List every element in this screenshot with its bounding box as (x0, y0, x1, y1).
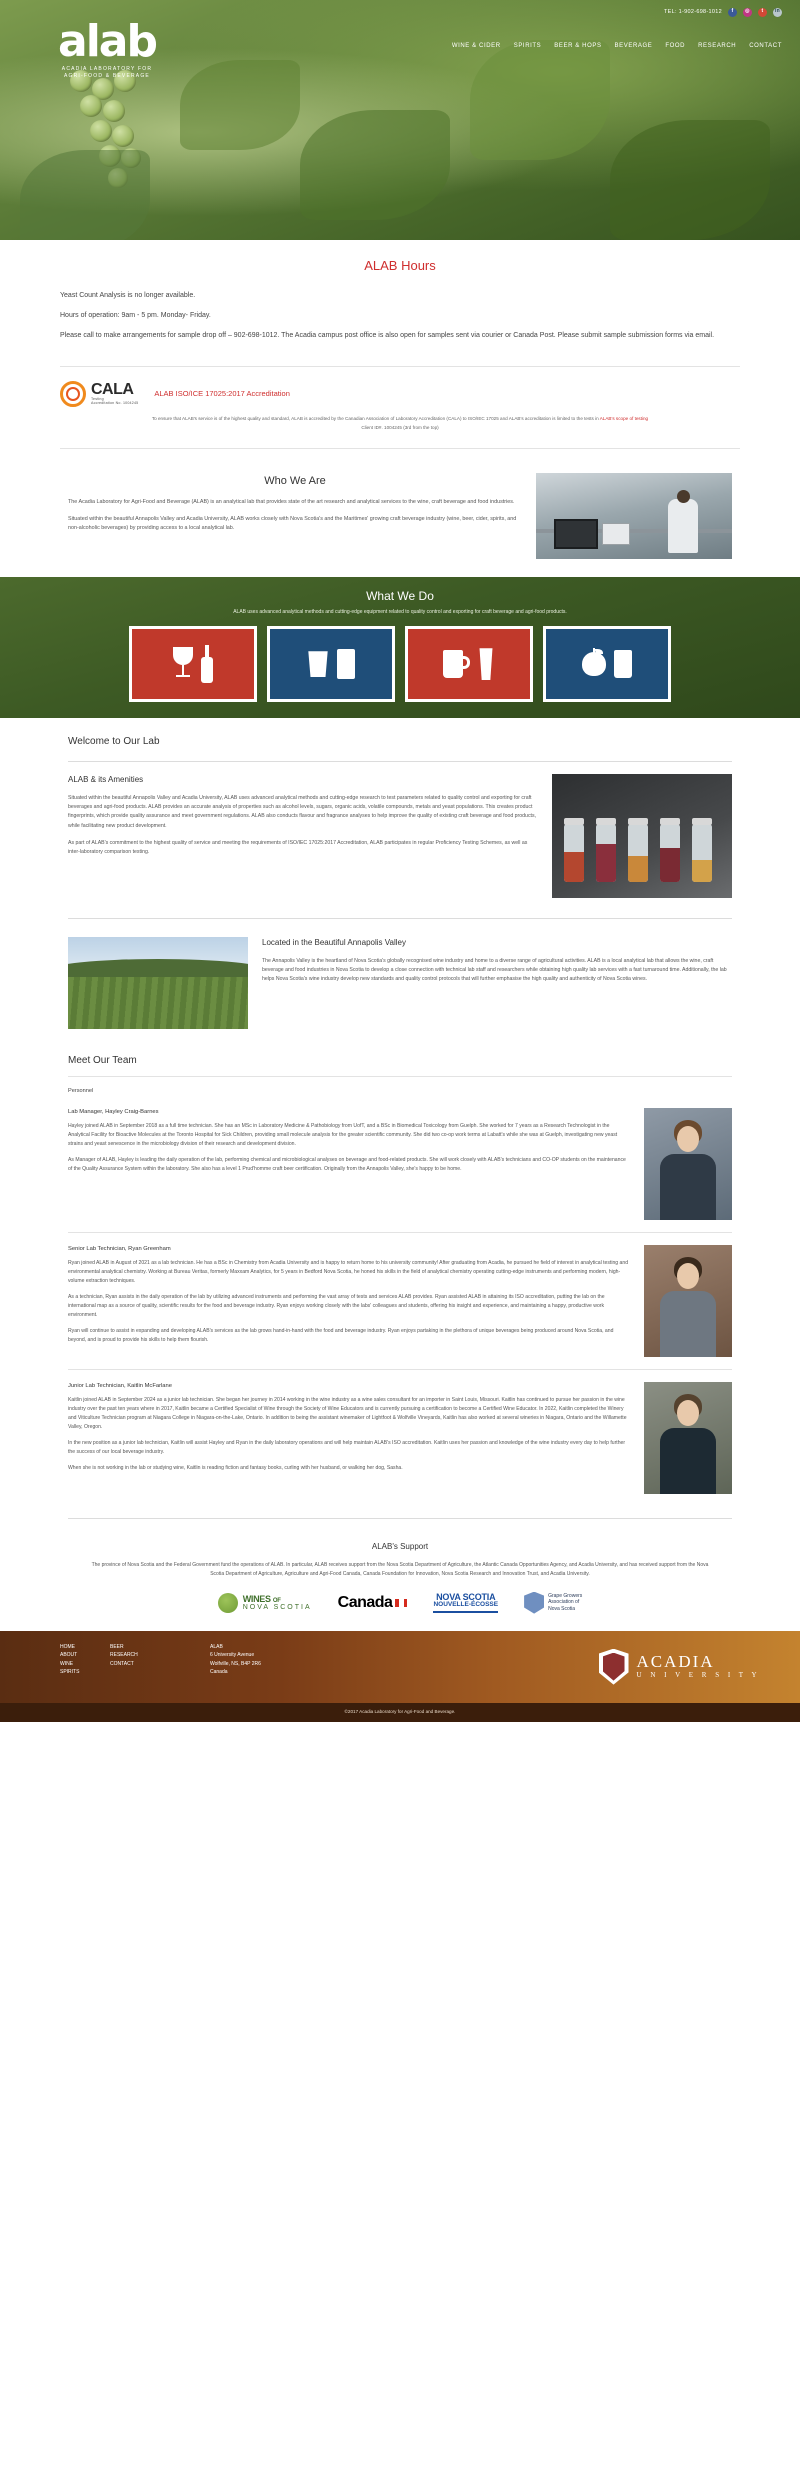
nova-scotia-line2: NOUVELLE-ÉCOSSE (433, 1600, 499, 1608)
grape-growers-association-logo[interactable] (524, 1592, 582, 1614)
member-bio-paragraph-3: When she is not working in the lab or studying wine, Kaitlin is reading fiction and fantasy books, curling with her husband, or walking her dog, Sasha. (68, 1464, 403, 1471)
juice-glass-icon (614, 650, 632, 678)
grape-cluster-icon (218, 1593, 238, 1613)
nav-item-food[interactable]: FOOD (665, 43, 686, 49)
nav-item-beverage[interactable]: BEVERAGE (614, 43, 653, 49)
hours-line-2: Hours of operation: 9am - 5 pm. Monday- Friday. (60, 311, 211, 319)
address-line-2: 6 University Avenue (210, 1652, 255, 1659)
grape-growers-line3: Nova Scotia (548, 1605, 576, 1612)
wine-glass-icon (173, 647, 193, 681)
twitter-icon[interactable]: t (758, 8, 767, 17)
cala-logo-subtext-1: Testing (91, 397, 104, 402)
support-title: ALAB's Support (371, 1541, 429, 1551)
team-title: Meet Our Team (68, 1055, 137, 1067)
cala-scope-link[interactable]: ALAB's scope of testing (599, 416, 649, 422)
logo-wordmark: alab (58, 16, 156, 67)
valley-title: Located in the Beautiful Annapolis Valley (262, 938, 406, 948)
what-we-do-section (0, 577, 800, 719)
cala-client-id: Client ID#. 1004245 (3rd from the top) (361, 424, 439, 430)
divider-2 (60, 448, 740, 449)
apple-icon (582, 652, 606, 676)
grape-growers-line1: Grape Growers (548, 1592, 583, 1599)
cala-note-text: To ensure that ALAB's service is of the highest quality and standard, ALAB is accredited by the Canadian Association of Laboratory Accreditation (CALA) to ISO/IEC 17025 and ALAB's accreditation is limited to the tests in (151, 416, 600, 422)
logo-tagline-line2: AGRI-FOOD & BEVERAGE (64, 72, 150, 79)
government-of-canada-logo[interactable] (338, 1591, 408, 1615)
nav-item-research[interactable]: RESEARCH (698, 43, 737, 49)
footer-link-research[interactable]: RESEARCH (110, 1652, 138, 1659)
wine-and-cider-tile[interactable] (129, 626, 257, 702)
acadia-university-logo[interactable] (599, 1631, 800, 1703)
footer-link-contact[interactable]: CONTACT (110, 1660, 134, 1667)
grape-growers-line2: Association of (548, 1599, 580, 1606)
site-logo[interactable] (58, 16, 156, 80)
who-we-are-title: Who We Are (264, 474, 326, 487)
who-we-are-section (0, 459, 800, 577)
cala-accreditation-text: ALAB ISO/ICE 17025:2017 Accreditation (154, 389, 290, 399)
welcome-section (0, 718, 800, 753)
lab-technician-photo (536, 473, 732, 559)
footer-link-spirits[interactable]: SPIRITS (60, 1669, 80, 1676)
team-member (68, 1106, 732, 1230)
cala-circle-icon (60, 381, 86, 407)
who-we-are-paragraph-2: Situated within the beautiful Annapolis Valley and Acadia University, ALAB works closely with Nova Scotia's and the Maritimes' growing craft beverage industry (wine, beer, cider, spirits, and non-alcoholic beverages) by providing access to a local analytical lab. (68, 515, 517, 532)
alab-hours-section (0, 240, 800, 356)
phone-number[interactable]: TEL: 1-902-698-1012 (664, 8, 722, 15)
member-role-name: Junior Lab Technician, Kaitlin McFarlane (68, 1382, 172, 1389)
linkedin-icon[interactable]: in (773, 8, 782, 17)
team-member (68, 1243, 732, 1367)
meet-our-team-section (0, 1043, 800, 1509)
hayley-craig-barnes-photo (644, 1108, 732, 1220)
amenities-title: ALAB & its Amenities (68, 775, 144, 785)
canada-wordmark: Canada (337, 1593, 393, 1611)
member-bio-paragraph-2: In the new position as a junior lab technician, Kaitlin will assist Hayley and Ryan in the daily laboratory operations and will help maintain ALAB's ISO accreditation. Kaitlin uses her passion and knowledge of the wine industry every day to help further the success of our local beverage industry. (68, 1439, 626, 1455)
nova-scotia-logo[interactable] (433, 1593, 498, 1613)
hours-title: ALAB Hours (364, 258, 436, 273)
brand-and-nav-row (0, 16, 800, 80)
annapolis-valley-section (0, 931, 800, 1043)
member-bio-paragraph-2: As a technician, Ryan assists in the daily operation of the lab by utilizing advanced instruments and performing the vast array of tests and services ALAB provides. Ryan assisted ALAB in attaining its ISO accreditation, putting the lab on the international map as a source of quality, scientific results for the food and beverage industry. Ryan enjoys working closely with the labs' colleagues and students, offering his insight and experience, and maintaining a happy, productive work environment. (68, 1294, 605, 1318)
acadia-crest-icon (599, 1649, 629, 1685)
beverage-tile[interactable] (543, 626, 671, 702)
ryan-greenham-photo (644, 1245, 732, 1357)
footer-link-wine[interactable]: WINE (60, 1660, 74, 1667)
logo-tagline-line1: ACADIA LABORATORY FOR (61, 66, 153, 72)
highball-glass-icon (337, 649, 355, 679)
wine-bottle-icon (201, 645, 213, 683)
personnel-label: Personnel (68, 1088, 94, 1095)
nav-item-beer-and-hops[interactable]: BEER & HOPS (554, 43, 602, 49)
acadia-name-line2: U N I V E R S I T Y (636, 1671, 760, 1680)
section-divider (68, 761, 732, 762)
grape-growers-crest-icon (524, 1592, 544, 1614)
canadian-flag-icon (395, 1599, 407, 1607)
member-bio-paragraph-1: Kaitlin joined ALAB in September 2024 as a junior lab technician. She began her journey in 2014 working in the wine industry as a wine sales consultant for an importer in Saint Louis, Missouri. Kaitlin has continued to pursue her passion in the wine industry over the past ten years where in 2017, Kaitlin became a Certified Specialist of Wine through the Society of Wine Educators and is currently pursuing a certification to become a Certified Wine Educator. In 2022, Kaitlin completed the Winery and Viticulture Technician program at Niagara College in Niagara-on-the-Lake, Ontario. In addition to being the assistant winemaker of Lightfoot & Wolfville Vineyards, Kaitlin has also worked at several wineries in Niagara, Ontario and the Willamette Valley, Oregon. (68, 1397, 627, 1431)
annapolis-valley-vineyard-photo (68, 937, 248, 1029)
cala-note (0, 407, 800, 425)
member-role-name: Lab Manager, Hayley Craig-Barnes (68, 1108, 159, 1115)
member-bio-paragraph-2: As Manager of ALAB, Hayley is leading the daily operation of the lab, performing chemical and microbiological analyses on beverage and food-related products. She will work closely with ALAB's technicians and CO-OP students on the maintenance of the Quality Assurance System within the laboratory. She also has a level 1 Prud'homme craft beer certification. Originally from the Annapolis Valley, she's happy to be home. (68, 1157, 626, 1172)
wines-logo-line1: WINES (242, 1593, 271, 1604)
address-line-4: Canada (210, 1669, 228, 1676)
cala-logo-subtext-2: Accreditation No. 1004245 (91, 401, 139, 406)
acadia-name-line1: ACADIA (636, 1652, 715, 1672)
footer-link-beer[interactable]: BEER (110, 1643, 124, 1650)
tumbler-glass-icon (307, 651, 329, 677)
beer-mug-icon (443, 650, 469, 678)
footer-link-about[interactable]: ABOUT (60, 1652, 78, 1659)
footer-links-column-2 (110, 1631, 210, 1703)
cala-logo (60, 381, 138, 407)
instagram-icon[interactable]: ◎ (743, 8, 752, 17)
wines-logo-line2: OF (272, 1597, 281, 1604)
who-we-are-paragraph-1: The Acadia Laboratory for Agri-Food and Beverage (ALAB) is an analytical lab that provides state of the art research and analytical services to the wine, craft beverage and food industries. (68, 499, 515, 506)
footer-links-column-1 (0, 1631, 110, 1703)
wines-of-nova-scotia-logo[interactable] (218, 1593, 312, 1613)
divider (60, 366, 740, 367)
pint-glass-icon (477, 648, 495, 680)
nav-item-spirits[interactable]: SPIRITS (513, 43, 542, 49)
what-we-do-subtitle: ALAB uses advanced analytical methods and cutting-edge equipment related to quality control and exporting for craft beverage and agri-food products. (233, 608, 567, 615)
cala-logo-text: CALA (91, 381, 134, 399)
nova-scotia-line1: NOVA SCOTIA (436, 1591, 496, 1602)
address-line-3: Wolfville, NS, B4P 2R6 (210, 1660, 261, 1667)
sponsor-logos (60, 1591, 740, 1615)
nav-item-wine-and-cider[interactable]: WINE & CIDER (451, 43, 501, 49)
wines-logo-line3: NOVA SCOTIA (242, 1603, 312, 1611)
site-footer (0, 1631, 800, 1703)
amenities-paragraph-1: Situated within the beautiful Annapolis Valley and Acadia University, ALAB uses advanced analytical methods and cutting-edge research to test parameters related to quality control and exporting for craft beverages and agri-food products. ALAB provides an accurate analysis of properties such as alcohol levels, sugars, organic acids, volatile compounds, metals and yeast populations. This creates product fingerprints, which provide quality assurance and meet government regulations. ALAB also conducts flavour and fragrance analyses to help improve the quality of existing craft beverage and food products, while facilitating new product development. (68, 795, 537, 829)
section-divider-3 (68, 1518, 732, 1519)
member-bio-paragraph-1: Hayley joined ALAB in September 2018 as a full time technician. She has an MSc in Laboratory Medicine & Pathobiology from UofT, and a BSc in Biomedical Toxicology from Guelph. She worked for 7 years as a Research Technologist in the Analytical Facility for Bioactive Molecules at the Toronto Hospital for Sick Children, providing small molecule analysis for the greater scientific community. She did two co-op work terms at Labatt's while she was at Guelph, investigating new yeast strains and yeast senescence in the microbiology division of their research and development division. (68, 1123, 618, 1148)
team-member (68, 1380, 732, 1504)
member-role-name: Senior Lab Technician, Ryan Greenham (68, 1245, 171, 1252)
alab-support-section (0, 1531, 800, 1631)
cala-accreditation-row (0, 377, 800, 407)
what-we-do-title: What We Do (366, 588, 434, 603)
sample-vials-photo (552, 774, 732, 898)
amenities-section (0, 774, 800, 910)
kaitlin-mcfarlane-photo (644, 1382, 732, 1494)
valley-paragraph: The Annapolis Valley is the heartland of Nova Scotia's globally recognised wine industry and home to a diverse range of agricultural activities. ALAB is a local analytical lab that allows the wine, craft beverage and food industries in Nova Scotia to develop a close connection with technical lab staff and researchers while obtaining high quality lab services with a fast turnaround time. Additionally, the lab helps Nova Scotia's wine industry develop new standards and quality control protocols that will further emphasise the high quality and authenticity of Nova Scotia wines. (262, 958, 727, 983)
beer-and-hops-tile[interactable] (405, 626, 533, 702)
hero-banner (0, 0, 800, 240)
member-bio-paragraph-3: Ryan will continue to assist in expanding and developing ALAB's services as the lab grows hand-in-hand with the food and beverage industry. Ryan enjoys partaking in the plethora of unique beverages being produced around Nova Scotia, and beyond, and is proud to provide his skills to help them flourish. (68, 1327, 614, 1343)
welcome-title: Welcome to Our Lab (68, 736, 160, 748)
member-bio-paragraph-1: Ryan joined ALAB in August of 2021 as a lab technician. He has a BSc in Chemistry from Acadia University and is happy to return home to his university community! After graduating from Acadia, he pursued he field of interest in analytical testing and environmental analytical chemistry. Working at Bureau Veritas, formerly Maxxam Analytics, for 5 years in Bedford Nova Scotia, he honed his skills in the field of analytical chemistry operating cutting-edge instruments and performing modern, high-volume extraction techniques. (68, 1260, 629, 1285)
spirits-tile[interactable] (267, 626, 395, 702)
footer-link-home[interactable]: HOME (60, 1643, 75, 1650)
amenities-paragraph-2: As part of ALAB's commitment to the highest quality of service and meeting the requirements of ISO/IEC 17025:2017 Accreditation, ALAB participates in regular Proficiency Testing Schemes, as well as inter-laboratory comparison testing. (68, 839, 528, 855)
copyright-text: ©2017 Acadia Laboratory for Agri-Food and Beverage. (0, 1703, 800, 1722)
hours-line-1: Yeast Count Analysis is no longer available. (60, 291, 196, 299)
hours-line-3: Please call to make arrangements for sample drop off – 902-698-1012. The Acadia campus post office is also open for samples sent via courier or Canada Post. Please submit sample submission forms via email. (60, 331, 715, 339)
footer-address (210, 1631, 390, 1703)
main-navigation (452, 42, 782, 51)
address-line-1: ALAB (210, 1643, 223, 1650)
support-paragraph: The province of Nova Scotia and the Federal Government fund the operations of ALAB. In particular, ALAB receives support from the Nova Scotia Department of Agriculture, the Atlantic Canada Opportunities Agency, and Acadia University, and has received support from the Nova Scotia Department of Agriculture, Agriculture and Agri-Food Canada, Canada Foundation for Innovation, Nova Scotia Research and Innovation Trust, and Acadia University. (91, 1561, 709, 1577)
facebook-icon[interactable]: f (728, 8, 737, 17)
nav-item-contact[interactable]: CONTACT (749, 43, 782, 49)
service-tiles (0, 626, 800, 702)
section-divider-2 (68, 918, 732, 919)
